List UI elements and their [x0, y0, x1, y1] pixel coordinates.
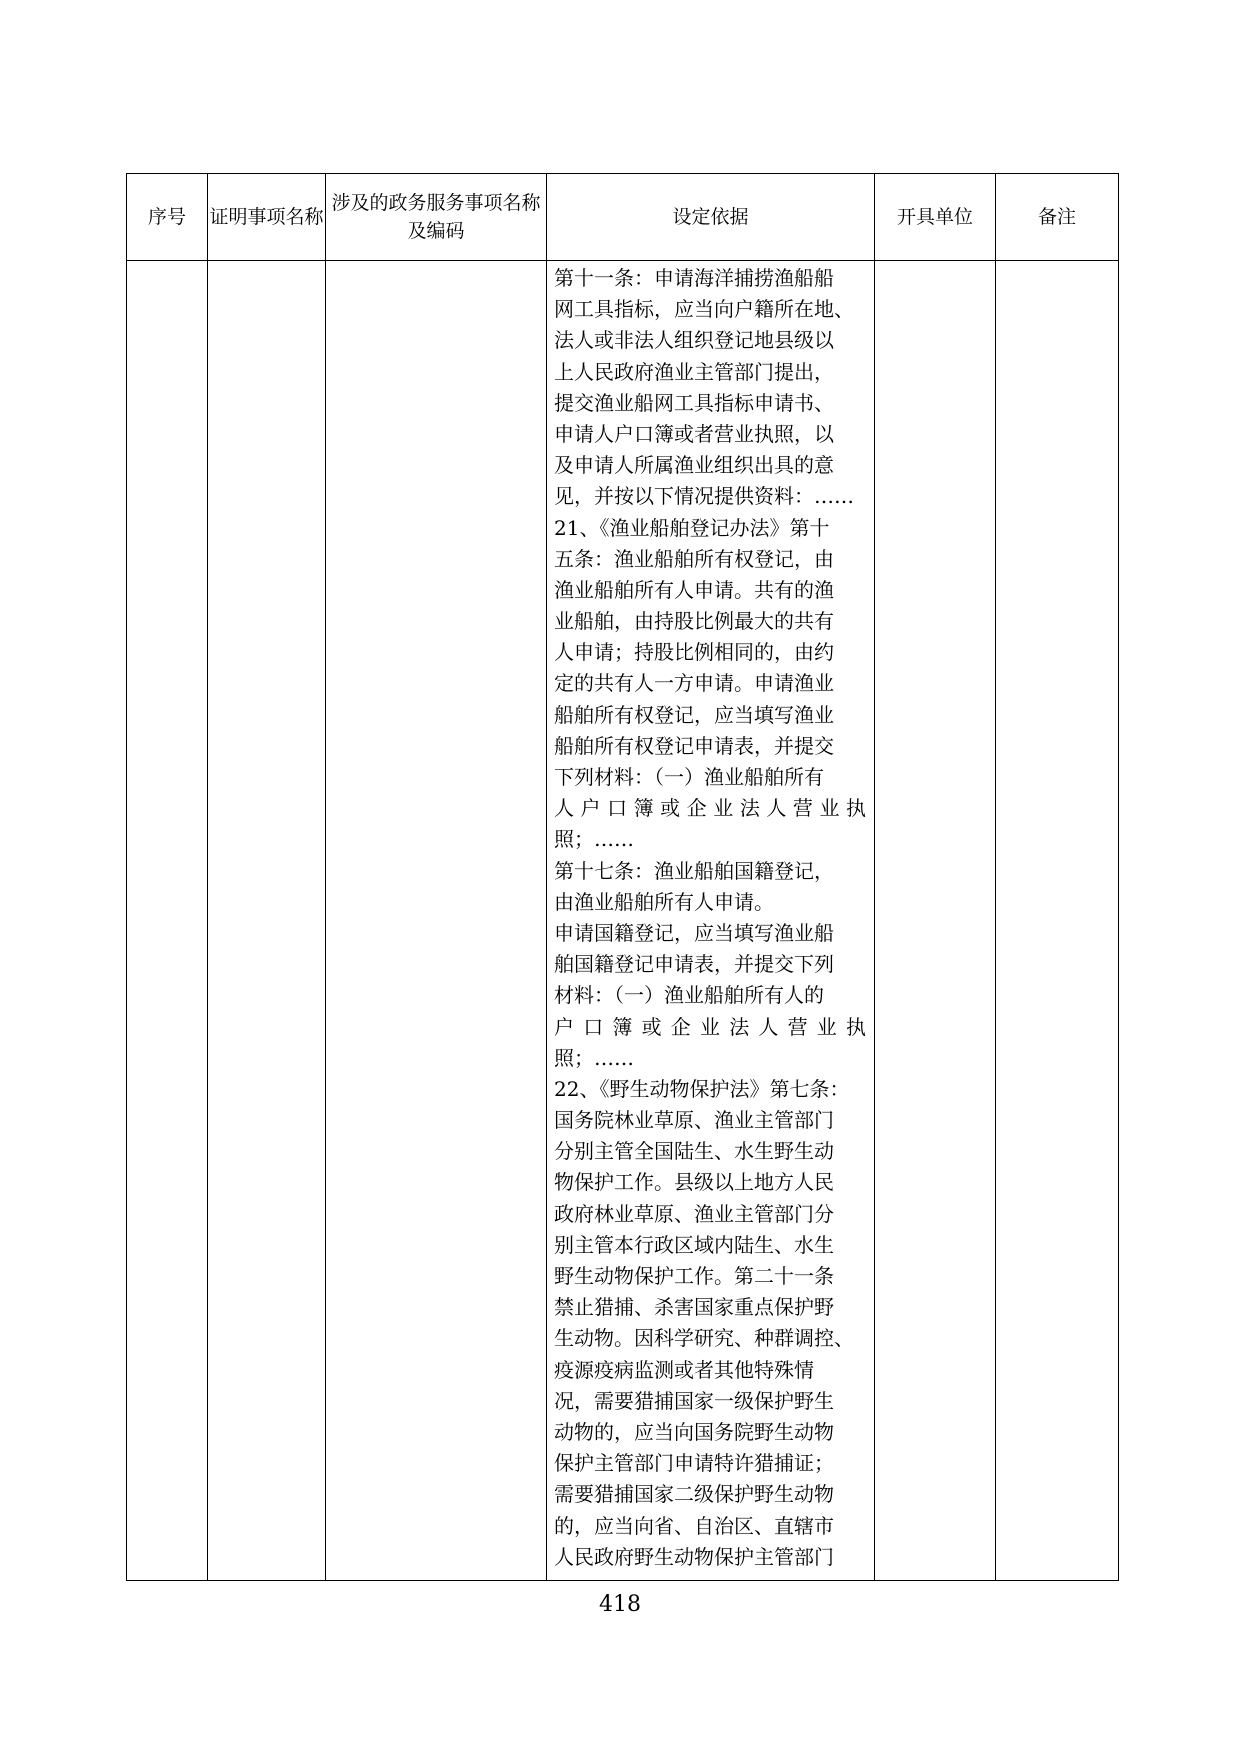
header-seq: 序号 — [127, 174, 208, 261]
header-proof-name: 证明事项名称 — [208, 174, 326, 261]
basis-line: 第十一条：申请海洋捕捞渔船船 — [554, 266, 834, 290]
basis-line: 需要猎捕国家二级保护野生动物 — [554, 1482, 834, 1507]
basis-line: 22、《野生动物保护法》第七条： — [554, 1076, 850, 1101]
header-basis: 设定依据 — [547, 174, 875, 261]
basis-line: 国务院林业草原、渔业主管部门 — [554, 1108, 834, 1133]
basis-line: 定的共有人一方申请。申请渔业 — [554, 671, 834, 696]
table-row — [127, 261, 1119, 1581]
basis-line: 提交渔业船网工具指标申请书、 — [554, 390, 834, 415]
basis-line: 野生动物保护工作。第二十一条 — [554, 1264, 834, 1288]
basis-line: 物保护工作。县级以上地方人民 — [554, 1170, 834, 1195]
basis-line: 见，并按以下情况提供资料：…… — [554, 484, 854, 509]
basis-line: 船舶所有权登记，应当填写渔业 — [554, 702, 834, 727]
basis-line: 分别主管全国陆生、水生野生动 — [554, 1139, 834, 1164]
table-header-row — [127, 174, 1119, 261]
basis-line: 户口簿或企业法人营业执 — [554, 1014, 866, 1039]
basis-line: 21、《渔业船舶登记办法》第十 — [554, 515, 830, 540]
page-number: 418 — [599, 1592, 641, 1617]
basis-line: 材料：（一）渔业船舶所有人的 — [554, 983, 824, 1008]
cell-service-item — [326, 261, 547, 1581]
basis-line: 业船舶，由持股比例最大的共有 — [554, 609, 834, 634]
cell-issuing-unit — [875, 261, 996, 1581]
basis-line: 照；…… — [554, 827, 634, 852]
basis-line: 渔业船舶所有人申请。共有的渔 — [554, 577, 834, 602]
basis-line: 网工具指标，应当向户籍所在地、 — [554, 297, 854, 322]
basis-line: 照；…… — [554, 1045, 634, 1070]
basis-line: 人申请；持股比例相同的，由约 — [554, 640, 834, 665]
basis-line: 申请人户口簿或者营业执照，以 — [554, 421, 834, 446]
basis-line: 别主管本行政区域内陆生、水生 — [554, 1232, 834, 1257]
basis-text — [554, 263, 866, 1573]
basis-line: 下列材料：（一）渔业船舶所有 — [554, 765, 824, 789]
basis-line: 上人民政府渔业主管部门提出， — [554, 359, 834, 384]
basis-line: 舶国籍登记申请表，并提交下列 — [554, 952, 834, 977]
basis-line: 禁止猎捕、杀害国家重点保护野 — [554, 1295, 834, 1320]
header-remarks: 备注 — [996, 174, 1119, 261]
cell-basis — [547, 261, 875, 1581]
basis-line: 申请国籍登记，应当填写渔业船 — [554, 920, 834, 945]
cell-proof-name — [208, 261, 326, 1581]
basis-line: 人民政府野生动物保护主管部门 — [554, 1544, 834, 1569]
basis-line: 动物的，应当向国务院野生动物 — [554, 1419, 834, 1444]
basis-line: 五条：渔业船舶所有权登记，由 — [554, 546, 834, 571]
basis-line: 由渔业船舶所有人申请。 — [554, 889, 774, 914]
cell-remarks — [996, 261, 1119, 1581]
header-issuing-unit: 开具单位 — [875, 174, 996, 261]
basis-line: 况，需要猎捕国家一级保护野生 — [554, 1388, 834, 1413]
basis-line: 法人或非法人组织登记地县级以 — [554, 328, 834, 353]
basis-line: 第十七条：渔业船舶国籍登记， — [554, 858, 834, 883]
basis-line: 保护主管部门申请特许猎捕证； — [554, 1451, 834, 1476]
header-service-item: 涉及的政务服务事项名称及编码 — [326, 174, 547, 261]
proof-items-table — [126, 173, 1119, 1581]
basis-line: 政府林业草原、渔业主管部门分 — [554, 1201, 834, 1226]
basis-line: 人户口簿或企业法人营业执 — [554, 796, 866, 821]
basis-line: 的，应当向省、自治区、直辖市 — [554, 1513, 834, 1538]
basis-line: 生动物。因科学研究、种群调控、 — [554, 1326, 854, 1351]
basis-line: 及申请人所属渔业组织出具的意 — [554, 453, 834, 478]
basis-line: 疫源疫病监测或者其他特殊情 — [554, 1357, 814, 1382]
cell-seq — [127, 261, 208, 1581]
basis-line: 船舶所有权登记申请表，并提交 — [554, 733, 834, 758]
